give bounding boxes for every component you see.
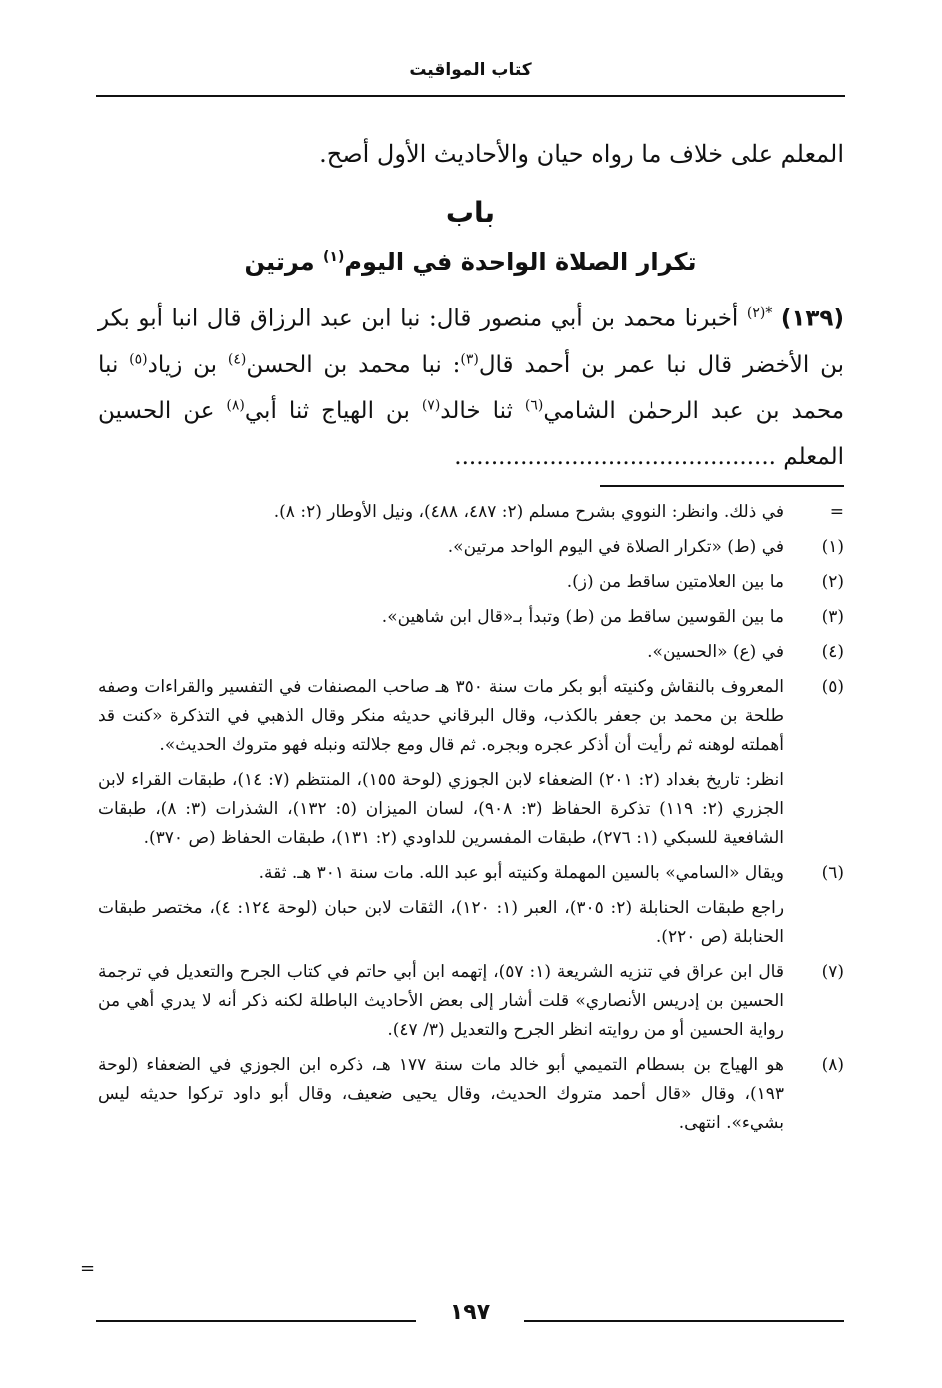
chapter-title bbox=[96, 248, 845, 276]
header-rule bbox=[96, 95, 845, 97]
footnote-number: = bbox=[829, 502, 844, 522]
footnote-ref: (٢) bbox=[746, 305, 766, 321]
hadith-segment: بن الهياج ثنا أبي bbox=[244, 397, 410, 424]
footnotes bbox=[98, 498, 844, 1144]
hadith-mark: * bbox=[765, 305, 773, 321]
hadith-segment: ثنا خالد bbox=[440, 397, 513, 424]
footnote bbox=[98, 859, 844, 952]
footnote-body bbox=[98, 673, 784, 853]
footnote-paragraph: في ذلك. وانظر: النووي بشرح مسلم (٢: ٤٨٧، ٤٨٨)، ونيل الأوطار (٢: ٨). bbox=[273, 502, 784, 522]
running-head: كتاب المواقيت bbox=[409, 60, 532, 80]
footnote-ref: (٨) bbox=[226, 397, 245, 413]
hadith-segment: نبا محمد بن عبد الرحمٰن الشامي bbox=[98, 351, 845, 424]
footnote-ref: (٦) bbox=[524, 397, 544, 413]
footnote-ref: (٧) bbox=[421, 397, 441, 413]
footnote-number: (٨) bbox=[821, 1055, 844, 1075]
footnote-paragraph: ما بين العلامتين ساقط من (ز). bbox=[566, 572, 784, 592]
hadith-segment: : نبا محمد بن الحسن bbox=[246, 351, 461, 378]
footnote-body bbox=[98, 958, 784, 1045]
footnote-separator bbox=[600, 485, 844, 487]
footnote-number: (٢) bbox=[821, 572, 844, 592]
footnote-paragraph: في (ع) «الحسين». bbox=[647, 642, 784, 662]
footnote-body bbox=[98, 1051, 784, 1138]
footnote bbox=[98, 603, 844, 632]
intro-text: المعلم على خلاف ما رواه حيان والأحاديث الأول أصح. bbox=[319, 140, 844, 168]
dotted-leader: ............................................ bbox=[454, 443, 776, 470]
footnote-number: (٤) bbox=[821, 642, 844, 662]
footnote-ref: (٤) bbox=[227, 351, 247, 367]
page-number: ١٩٧ bbox=[449, 1300, 491, 1325]
footnote-body bbox=[98, 568, 784, 597]
footnote-paragraph: انظر: تاريخ بغداد (٢: ٢٠١) الضعفاء لابن الجوزي (لوحة ١٥٥)، المنتظم (٧: ١٤)، طبقات القراء لابن الجزري (٢: ١١٩) تذكرة الحفاظ (٣: ٩٠٨)، لسان الميزان (٥: ١٣٢)، الشذرات (٣: ٨)، طبقات الشافعية للسبكي (١: ٢٧٦)، طبقات المفسرين للداودي (٢: ١٣١)، طبقات الحفاظ (ص ٣٧٠). bbox=[98, 770, 784, 848]
hadith-segment: بن زياد bbox=[147, 351, 218, 378]
chapter-label: باب bbox=[445, 196, 496, 229]
footnote-paragraph: ما بين القوسين ساقط من (ط) وتبدأ بـ«قال ابن شاهين». bbox=[381, 607, 784, 627]
footnote bbox=[98, 638, 844, 667]
footnote-number: (٣) bbox=[821, 607, 844, 627]
hadith-number: (١٣٩) bbox=[780, 305, 844, 332]
hadith-segment: عن الحسين المعلم bbox=[98, 397, 844, 470]
footnote bbox=[98, 1051, 844, 1138]
footnote-paragraph: ويقال «السامي» بالسين المهملة وكنيته أبو عبد الله. مات سنة ٣٠١ هـ. ثقة. bbox=[258, 863, 784, 883]
footnote-body bbox=[98, 603, 784, 632]
chapter-title-text: تكرار الصلاة الواحدة في اليوم bbox=[344, 248, 697, 276]
footnote-ref: (١) bbox=[323, 249, 345, 265]
hadith-segment: أخبرنا محمد بن أبي منصور قال: نبا ابن عبد الرزاق قال انبا أبو بكر بن الأخضر قال نبا عمر بن أحمد قال bbox=[98, 305, 845, 378]
footnote-body bbox=[98, 533, 784, 562]
footnote bbox=[98, 498, 844, 527]
folio-rule-right bbox=[524, 1320, 844, 1322]
footnote-ref: (٣) bbox=[460, 351, 479, 367]
folio-rule-left bbox=[96, 1320, 416, 1322]
footnote-paragraph: قال ابن عراق في تنزيه الشريعة (١: ٥٧)، إتهمه ابن أبي حاتم في كتاب الجرح والتعديل في ترجمة الحسين بن إدريس الأنصاري» قلت أشار إلى بعض الأحاديث الباطلة لكنه ذكر أنه لا يدري أهي من رواية الحسين أو من روايته انظر الجرح والتعديل (٣/ ٤٧). bbox=[98, 962, 784, 1040]
footnote-number: (٧) bbox=[821, 962, 844, 982]
footnote-paragraph: في (ط) «تكرار الصلاة في اليوم الواحد مرتين». bbox=[447, 537, 784, 557]
footnote bbox=[98, 568, 844, 597]
chapter-title-end: مرتين bbox=[244, 248, 315, 276]
hadith-text bbox=[98, 290, 844, 480]
footnote-paragraph: هو الهياج بن بسطام التميمي أبو خالد مات سنة ١٧٧ هـ، ذكره ابن الجوزي في الضعفاء (لوحة ١٩٣)، وقال «قال أحمد متروك الحديث، وقال يحيى ضعيف، وقال أبو داود تركوا حديثه ليس بشيء». انتهى. bbox=[98, 1055, 784, 1133]
continuation-mark: = bbox=[80, 1258, 96, 1279]
footnote-paragraph: المعروف بالنقاش وكنيته أبو بكر مات سنة ٣٥٠ هـ صاحب المصنفات في التفسير والقراءات وصفه طلحة بن محمد بن جعفر بالكذب، وقال البرقاني حديثه منكر وقال الذهبي في التذكرة «كنت قد أهملته لوهنه ثم رأيت أن أذكر عجره وبجره. ثم قال ومع جلالته ونبله فهو متروك الحديث». bbox=[98, 677, 784, 755]
footnote bbox=[98, 673, 844, 853]
footnote-ref: (٥) bbox=[129, 351, 148, 367]
footnote-number: (٥) bbox=[821, 677, 844, 697]
footnote-body bbox=[98, 859, 784, 952]
footnote-body bbox=[98, 498, 784, 527]
footnote bbox=[98, 533, 844, 562]
footnote-paragraph: راجع طبقات الحنابلة (٢: ٣٠٥)، العبر (١: ١٢٠)، الثقات لابن حبان (لوحة ١٢٤: ٤)، مختصر طبقات الحنابلة (ص ٢٢٠). bbox=[98, 898, 785, 947]
footnote-number: (١) bbox=[821, 537, 844, 557]
footnote bbox=[98, 958, 844, 1045]
footnote-number: (٦) bbox=[821, 863, 844, 883]
footnote-body bbox=[98, 638, 784, 667]
